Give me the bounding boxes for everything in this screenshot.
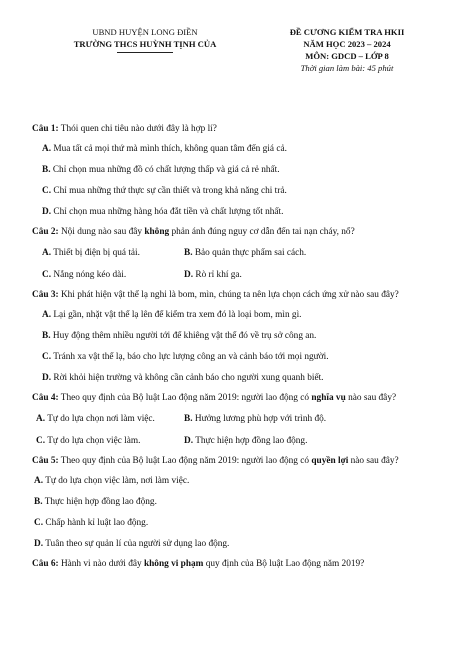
option-2d: D. Rò rỉ khí ga.	[184, 270, 242, 280]
option-3a: A. Lại gần, nhặt vật thể lạ lên để kiểm tra xem đó là loại bom, mìn gì.	[42, 310, 302, 320]
options-row-2cd	[32, 264, 446, 286]
header-divider	[117, 52, 173, 53]
option-5d: D. Tuân theo sự quản lí của người sử dụng lao động.	[34, 539, 230, 549]
exam-header	[262, 26, 432, 74]
options-row-4ab	[32, 408, 446, 430]
option-3d: D. Rời khỏi hiện trường và không cần cảnh báo cho người xung quanh biết.	[42, 373, 324, 383]
option-1a: A. Mua tất cả mọi thứ mà mình thích, không quan tâm đến giá cả.	[42, 144, 287, 154]
question-3: Câu 3: Khi phát hiện vật thể lạ nghi là bom, mìn, chúng ta nên lựa chọn cách ứng xử nào sau đây?	[32, 290, 399, 300]
options-row-4cd	[32, 430, 446, 452]
option-2b: B. Bảo quản thực phẩm sai cách.	[184, 248, 307, 258]
option-4d: D. Thực hiện hợp đồng lao động.	[184, 436, 308, 446]
option-3b: B. Huy động thêm nhiều người tới để khiêng vật thể đó về trụ sở công an.	[42, 331, 317, 341]
options-row-2ab	[32, 242, 446, 264]
option-1c: C. Chỉ mua những thứ thực sự cần thiết và trong khả năng chi trả.	[42, 186, 287, 196]
option-4c: C. Tự do lựa chọn việc làm.	[36, 436, 141, 446]
subject-grade: MÔN: GDCD – LỚP 8	[305, 51, 389, 61]
school-header	[40, 26, 250, 53]
question-6: Câu 6: Hành vi nào dưới đây không vi phạm quy định của Bộ luật Lao động năm 2019?	[32, 559, 365, 569]
question-1: Câu 1: Thói quen chi tiêu nào dưới đây là hợp lí?	[32, 124, 217, 134]
option-4a: A. Tự do lựa chọn nơi làm việc.	[36, 414, 155, 424]
option-4b: B. Hưởng lương phù hợp với trình độ.	[184, 414, 327, 424]
question-5: Câu 5: Theo quy định của Bộ luật Lao động năm 2019: người lao động có quyền lợi nào sau đây?	[32, 456, 399, 466]
option-5c: C. Chấp hành kỉ luật lao động.	[34, 518, 149, 528]
school-year: NĂM HỌC 2023 – 2024	[303, 39, 391, 49]
option-2a: A. Thiết bị điện bị quá tải.	[42, 248, 140, 258]
option-5a: A. Tự do lựa chọn việc làm, nơi làm việc.	[34, 476, 190, 486]
option-1d: D. Chỉ chọn mua những hàng hóa đắt tiền và chất lượng tốt nhất.	[42, 207, 284, 217]
exam-duration: Thời gian làm bài: 45 phút	[300, 63, 394, 73]
school-name: TRƯỜNG THCS HUỲNH TỊNH CỦA	[73, 39, 217, 49]
question-2: Câu 2: Nội dung nào sau đây không phản ánh đúng nguy cơ dẫn đến tai nạn cháy, nổ?	[32, 227, 355, 237]
question-list	[32, 120, 446, 574]
option-2c: C. Nắng nóng kéo dài.	[42, 270, 127, 280]
option-3c: C. Tránh xa vật thể lạ, báo cho lực lượng công an và cảnh báo tới mọi người.	[42, 352, 329, 362]
district-name: UBND HUYỆN LONG ĐIỀN	[92, 27, 198, 37]
option-5b: B. Thực hiện hợp đồng lao động.	[34, 497, 157, 507]
option-1b: B. Chỉ chọn mua những đồ có chất lượng thấp và giá cả rẻ nhất.	[42, 165, 280, 175]
exam-title: ĐỀ CƯƠNG KIỂM TRA HKII	[289, 27, 405, 37]
question-4: Câu 4: Theo quy định của Bộ luật Lao động năm 2019: người lao động có nghĩa vụ nào sau đây?	[32, 393, 397, 403]
